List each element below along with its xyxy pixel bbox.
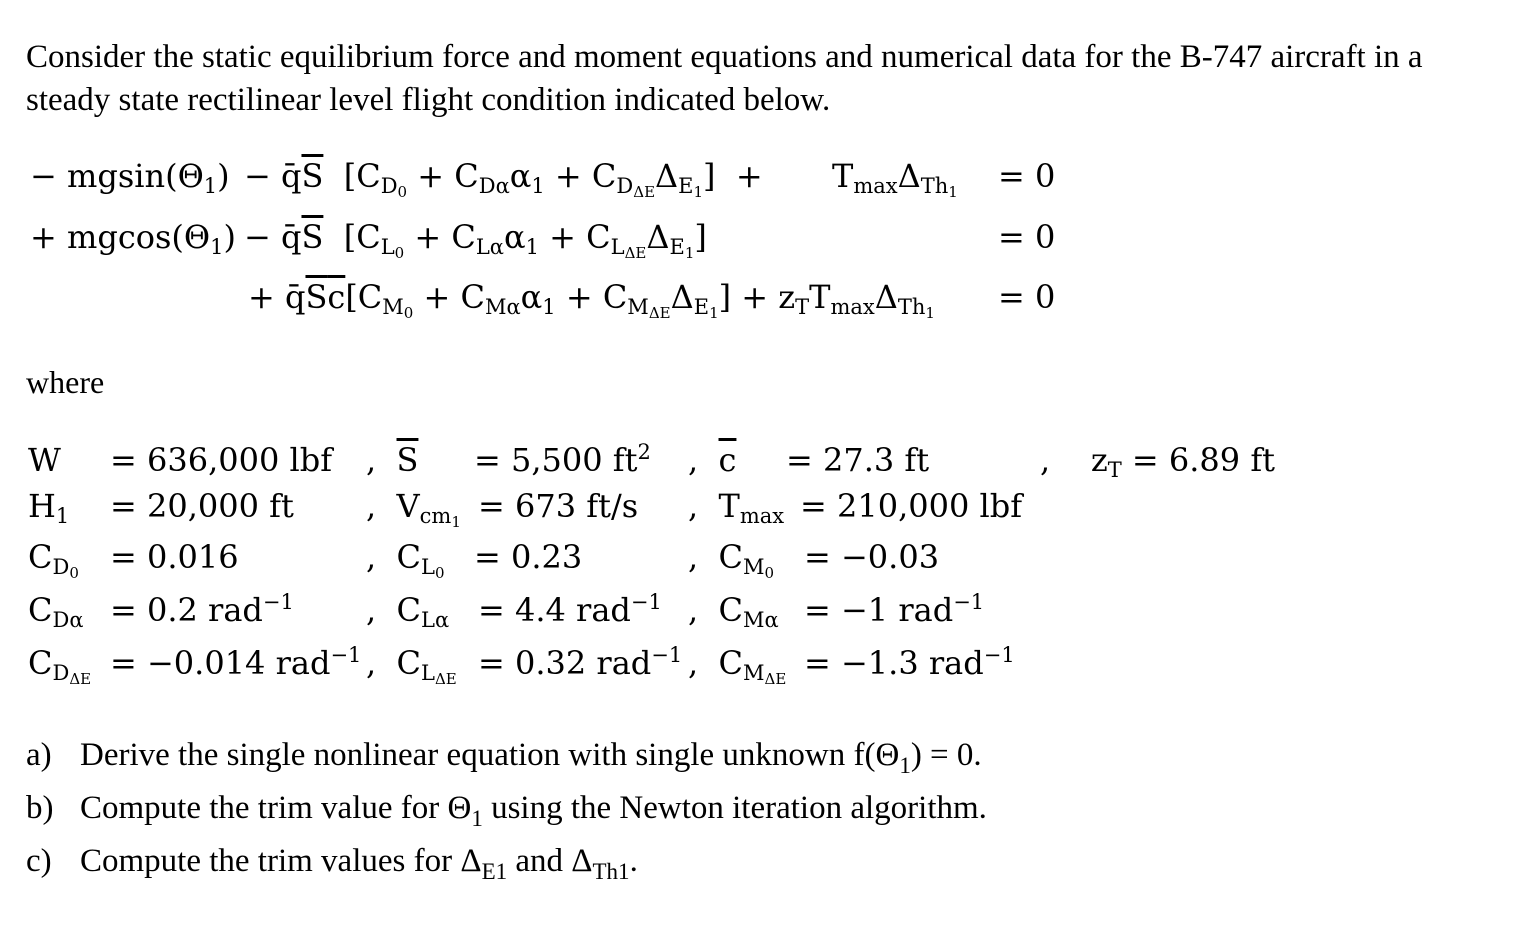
param-S-symbol: , $\overline{S}$ [366,441,419,479]
param-CMdeltaE-symbol: , $C_{M_{\Delta E}}$ [688,644,787,688]
equation-1 [0,156,1521,208]
param-CDdeltaE-symbol: $C_{D_{\Delta E}}$ [28,644,92,688]
eq3-rhs: = 0 [998,278,1056,316]
param-CL0-value: = 0.23 [474,538,583,576]
param-CD0-symbol: $C_{D_0}$ [28,538,79,582]
param-CLalpha-value: = 4.4 rad$^{-1}$ [478,590,662,629]
param-W-value: = 636,000 lbf [110,441,333,479]
param-CLdeltaE-value: = 0.32 rad$^{-1}$ [478,643,683,682]
param-CM0-symbol: , $C_{M_0}$ [688,538,775,582]
param-CMalpha-symbol: , $C_{M\alpha}$ [688,591,779,632]
eq2-lhs: + $mgcos(\Theta_1)$ [30,218,236,259]
param-CM0-value: = −0.03 [804,538,940,576]
param-CD0-value: = 0.016 [110,538,239,576]
question-a-label: a) [26,737,52,773]
eq1-thrust: $T_{max}\Delta_{Th_1}$ [832,157,958,201]
equation-2 [0,217,1521,269]
eq2-rhs: = 0 [998,218,1056,256]
param-Tmax-value: = 210,000 lbf [800,487,1023,525]
param-CDdeltaE-value: = −0.014 rad$^{-1}$ [110,643,362,682]
question-a: a) Derive the single nonlinear equation with single unknown $f(\Theta_1) = 0$. [26,737,982,778]
param-CLalpha-symbol: , $C_{L\alpha}$ [366,591,450,632]
param-CDalpha-symbol: $C_{D\alpha}$ [28,591,84,632]
param-Vcm1-symbol: , $V_{cm_1}$ [366,487,461,531]
question-c: c) Compute the trim values for $\Delta_{E1}$ and $\Delta_{Th1}$. [26,843,638,884]
param-H1-symbol: $H_1$ [28,487,70,528]
param-cbar-symbol: , $\overline{c}$ [688,441,737,479]
param-CL0-symbol: , $C_{L_0}$ [366,538,445,582]
where-label: where [26,364,105,400]
eq3-moment: + $q̄\overline{S}\overline{c}[C_{M_0} + C_{M\alpha}\alpha_1 + C_{M_{\Delta E}}\Delta_{E_1}] + z_TT_{max}\Delta_{Th_1}$ [248,278,935,322]
eq1-lhs: − $mgsin(\Theta_1)$ [30,157,230,198]
param-CDalpha-value: = 0.2 rad$^{-1}$ [110,590,294,629]
param-H1-value: = 20,000 ft [110,487,294,525]
param-Tmax-symbol: , $T_{max}$ [688,487,785,528]
question-c-label: c) [26,843,52,879]
eq2-aero: − $q̄\overline{S}$ $[C_{L_0} + C_{L\alpha}\alpha_1 + C_{L_{\Delta E}}\Delta_{E_1}]$ [244,218,707,262]
param-Vcm1-value: = 673 ft/s [478,487,639,525]
eq1-aero: − $q̄\overline{S}$ $[C_{D_0} + C_{D\alpha}\alpha_1 + C_{D_{\Delta E}}\Delta_{E_1}]$ + [244,157,763,201]
param-cbar-value: = 27.3 ft [786,441,930,479]
question-b-label: b) [26,790,54,826]
param-CMdeltaE-value: = −1.3 rad$^{-1}$ [804,643,1015,682]
param-CMalpha-value: = −1 rad$^{-1}$ [804,590,985,629]
param-CLdeltaE-symbol: , $C_{L_{\Delta E}}$ [366,644,457,688]
question-b: b) Compute the trim value for $\Theta_1$ using the Newton iteration algorithm. [26,790,987,831]
param-S-value: = 5,500 $ft^2$ [474,440,651,479]
problem-intro: Consider the static equilibrium force and moment equations and numerical data for the B-747 aircraft in a steady state rectilinear level flight condition indicated below. [26,39,1423,118]
param-W-symbol: W [28,441,61,479]
equation-3 [0,277,1521,329]
eq1-rhs: = 0 [998,157,1056,195]
param-zT: , $z_T = 6.89$ ft [1040,441,1276,482]
